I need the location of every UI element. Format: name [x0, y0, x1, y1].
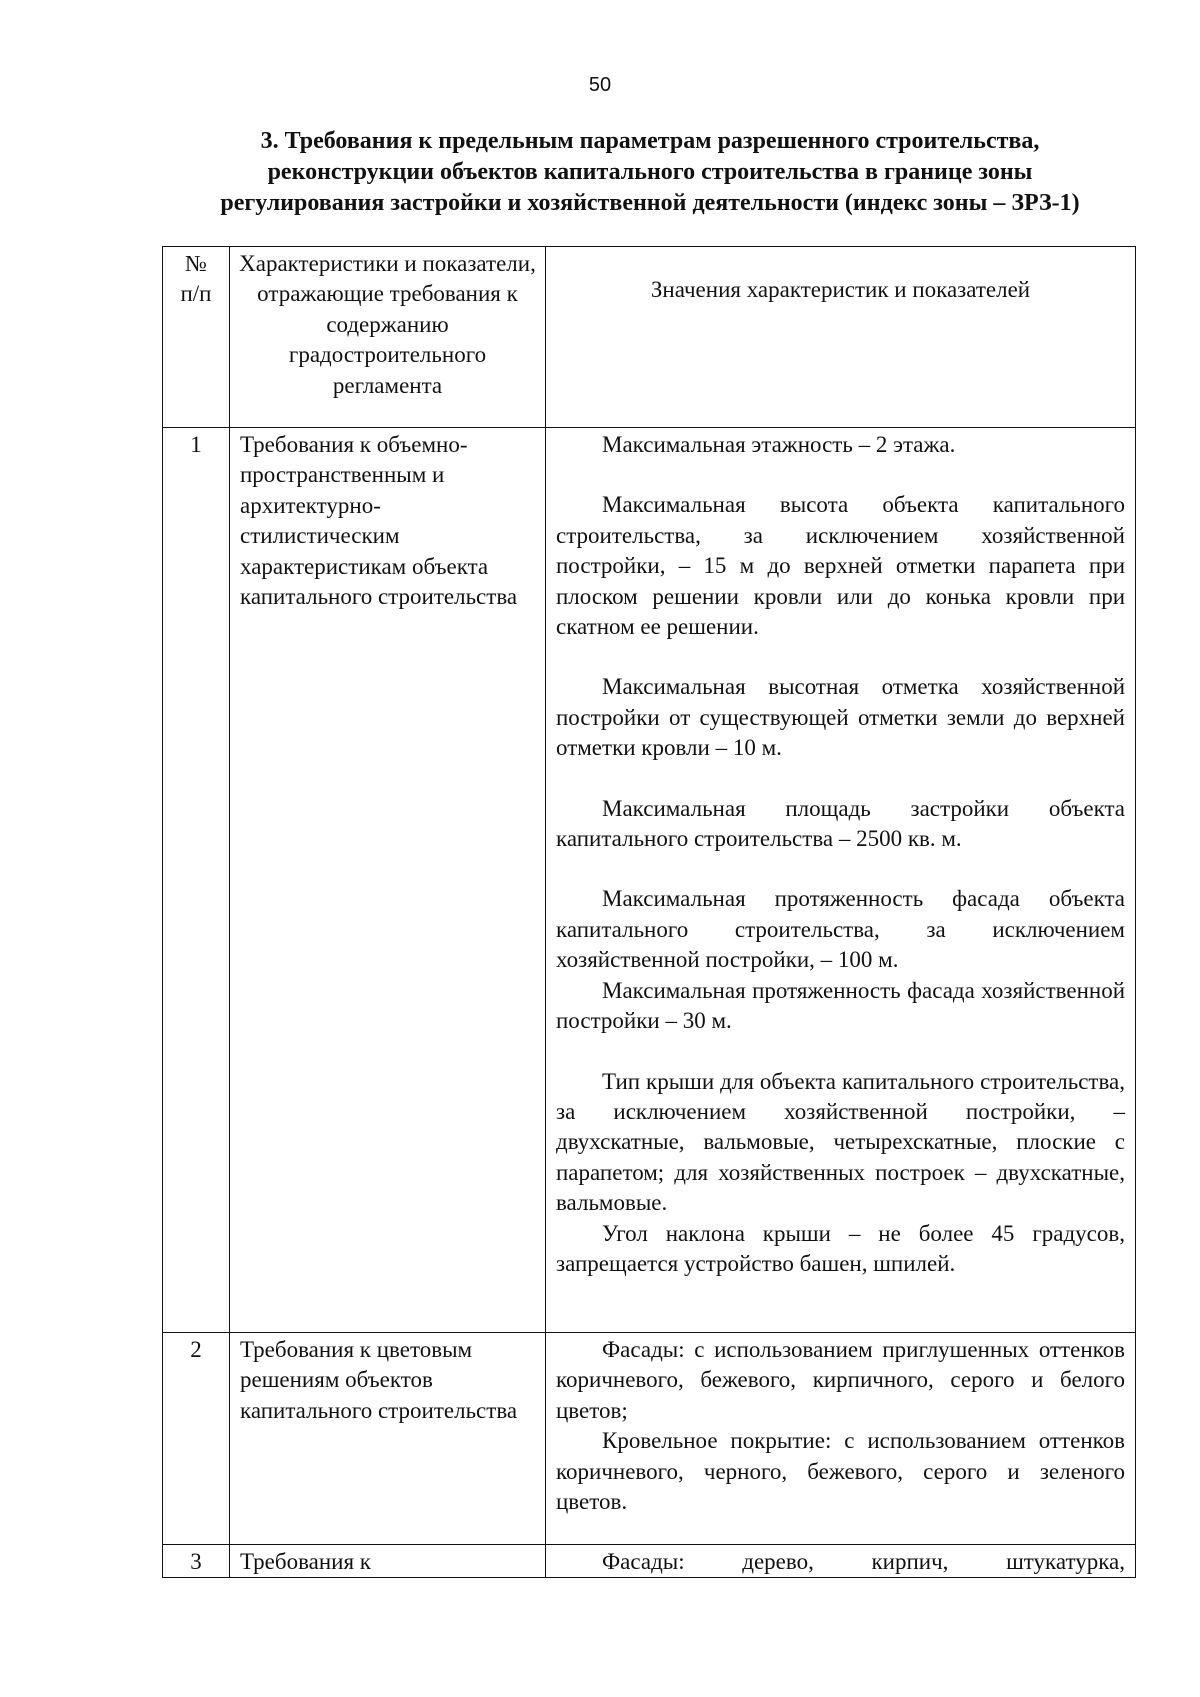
- header-values: Значения характеристик и показателей: [546, 247, 1136, 428]
- row-characteristic: Требования к цветовым решениям объектов капитального строительства: [230, 1333, 546, 1545]
- table-row: [163, 428, 1136, 1333]
- value-paragraph: Фасады: дерево, кирпич, штукатурка,: [602, 1549, 1125, 1574]
- value-paragraph: Максимальная высотная отметка хозяйственной постройки от существующей отметки земли до верхней отметки кровли – 10 м.: [556, 674, 1125, 761]
- row-num-cell: [163, 1545, 230, 1578]
- header-num-cell: [163, 247, 230, 428]
- row-num: 1: [190, 432, 202, 457]
- value-paragraph: Угол наклона крыши – не более 45 градусов, запрещается устройство башен, шпилей.: [556, 1220, 1125, 1276]
- value-paragraph: Максимальная высота объекта капитального строительства, за исключением хозяйственной постройки, – 15 м до верхней отметки парапета при плоском решении кровли или до конька кровли при скатном ее решении.: [556, 492, 1125, 640]
- section-title-line: регулирования застройки и хозяйственной деятельности (индекс зоны – ЗРЗ-1): [220, 190, 1080, 216]
- header-num: № п/п: [180, 251, 212, 307]
- row-num: 2: [190, 1337, 202, 1362]
- value-paragraph: Максимальная этажность – 2 этажа.: [602, 432, 956, 457]
- row-characteristic: Требования к: [230, 1545, 546, 1578]
- row-num-cell: [163, 428, 230, 1333]
- value-paragraph: Максимальная протяженность фасада хозяйственной постройки – 30 м.: [556, 977, 1125, 1034]
- table-row: [163, 1545, 1136, 1578]
- section-title-line: 3. Требования к предельным параметрам разрешенного строительства,: [260, 128, 1040, 154]
- row-num-cell: [163, 1333, 230, 1545]
- value-paragraph: Максимальная протяженность фасада объекта капитального строительства, за исключением хозяйственной постройки, – 100 м.: [556, 886, 1125, 973]
- row-values: [546, 428, 1136, 1333]
- row-values: [546, 1333, 1136, 1545]
- header-characteristics: Характеристики и показатели, отражающие требования к содержанию градостроительного регламента: [230, 247, 546, 428]
- row-values: [546, 1545, 1136, 1578]
- row-num: 3: [190, 1549, 202, 1574]
- value-paragraph: Кровельное покрытие: с использованием оттенков коричневого, черного, бежевого, серого и зеленого цветов.: [556, 1428, 1125, 1515]
- section-title-line: реконструкции объектов капитального строительства в границе зоны: [267, 159, 1033, 185]
- row-characteristic: Требования к объемно-пространственным и архитектурно-стилистическим характеристикам объекта капитального строительства: [230, 428, 546, 1333]
- value-paragraph: Максимальная площадь застройки объекта капитального строительства – 2500 кв. м.: [556, 795, 1125, 852]
- section-title: [150, 126, 1150, 219]
- value-paragraph: Тип крыши для объекта капитального строительства, за исключением хозяйственной постройки, – двухскатные, вальмовые, четырехскатные, плоские с парапетом; для хозяйственных построек – двухскатные, вальмовые.: [556, 1068, 1125, 1216]
- table-header-row: [163, 247, 1136, 428]
- table-row: [163, 1333, 1136, 1545]
- requirements-table: [162, 246, 1136, 1578]
- page-number: 50: [588, 74, 612, 96]
- value-paragraph: Фасады: с использованием приглушенных оттенков коричневого, бежевого, кирпичного, серого и белого цветов;: [556, 1337, 1125, 1423]
